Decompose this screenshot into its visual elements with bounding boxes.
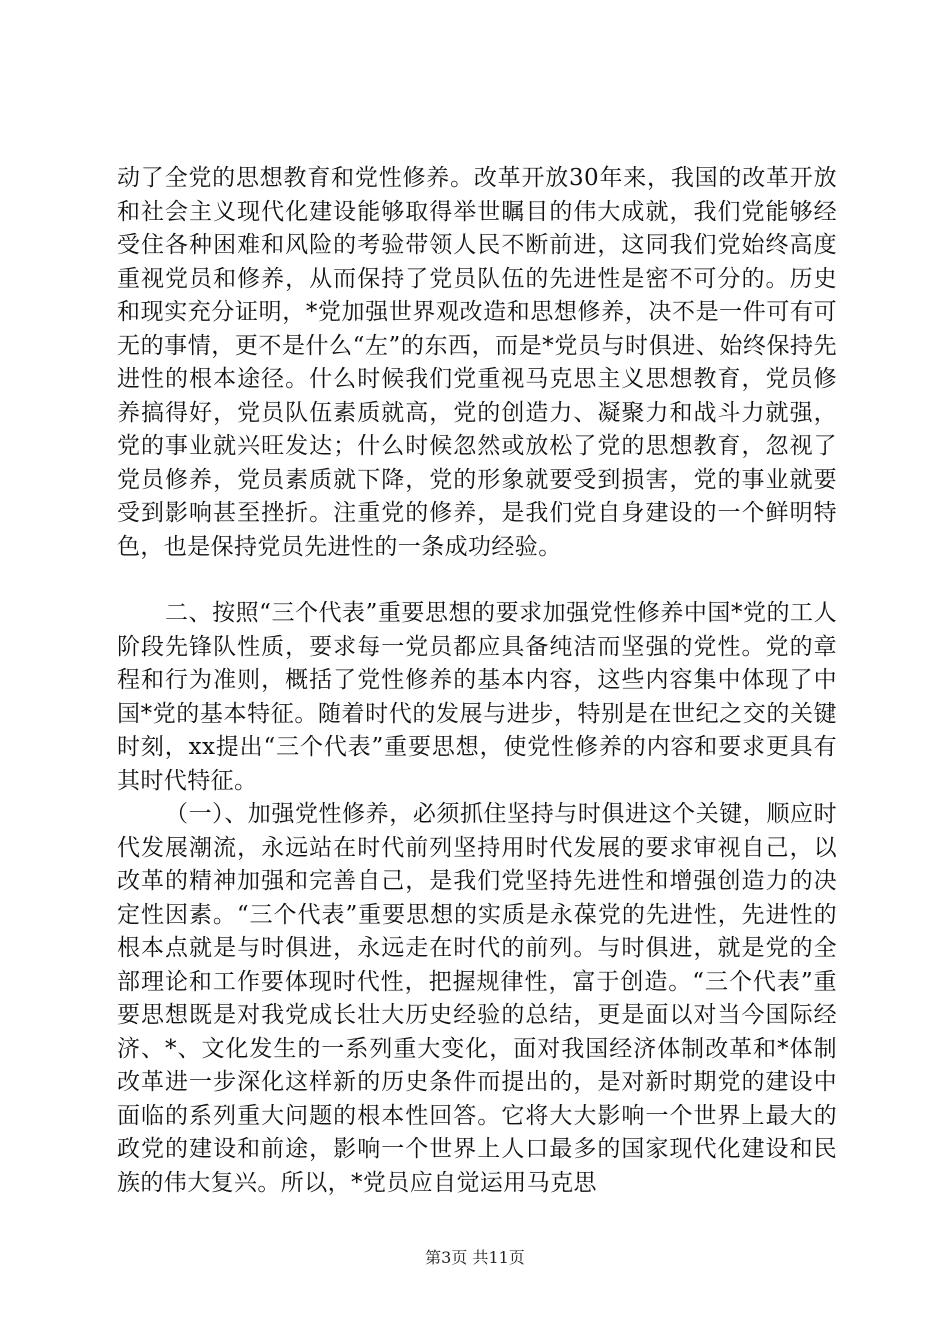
subsection-paragraph: （一）、加强党性修养，必须抓住坚持与时俱进这个关键，顺应时代发展潮流，永远站在时代前列坚持用时代发展的要求审视自己，以改革的精神加强和完善自己，是我们党坚持先进性和增强创造力的决定性因素。“三个代表”重要思想的实质是永葆党的先进性，先进性的根本点就是与时俱进，永远走在时代的前列。与时俱进，就是党的全部理论和工作要体现时代性，把握规律性，富于创造。“三个代表”重要思想既是对我党成长壮大历史经验的总结，更是面以对当今国际经济、*、文化发生的一系列重大变化，面对我国经济体制改革和*体制改革进一步深化这样新的历史条件而提出的，是对新时期党的建设中面临的系列重大问题的根本性回答。它将大大影响一个世界上最大的政党的建设和前途，影响一个世界上人口最多的国家现代化建设和民族的伟大复兴。所以，*党员应自觉运用马克思 — [117, 801, 837, 1196]
body-paragraph-continued: 动了全党的思想教育和党性修养。改革开放30年来，我国的改革开放和社会主义现代化建设能够取得举世瞩目的伟大成就，我们党能够经受住各种困难和风险的考验带领人民不断前进，这同我们党始终高度重视党员和修养，从而保持了党员队伍的先进性是密不可分的。历史和现实充分证明，*党加强世界观改造和思想修养，决不是一件可有可无的事情，更不是什么“左”的东西，而是*党员与时俱进、始终保持先进性的根本途径。什么时候我们党重视马克思主义思想教育，党员修养搞得好，党员队伍素质就高，党的创造力、凝聚力和战斗力就强，党的事业就兴旺发达；什么时候忽然或放松了党的思想教育，忽视了党员修养，党员素质就下降，党的形象就要受到损害，党的事业就要受到影响甚至挫折。注重党的修养，是我们党自身建设的一个鲜明特色，也是保持党员先进性的一条成功经验。 — [117, 165, 837, 560]
section-heading-paragraph: 二、按照“三个代表”重要思想的要求加强党性修养中国*党的工人阶段先锋队性质，要求每一党员都应具备纯洁而坚强的党性。党的章程和行为准则，概括了党性修养的基本内容，这些内容集中体现了中国*党的基本特征。随着时代的发展与进步，特别是在世纪之交的关键时刻，xx提出“三个代表”重要思想，使党性修养的内容和要求更具有其时代特征。 — [117, 600, 837, 794]
page-number-footer: 第3页 共11页 — [425, 1248, 525, 1267]
